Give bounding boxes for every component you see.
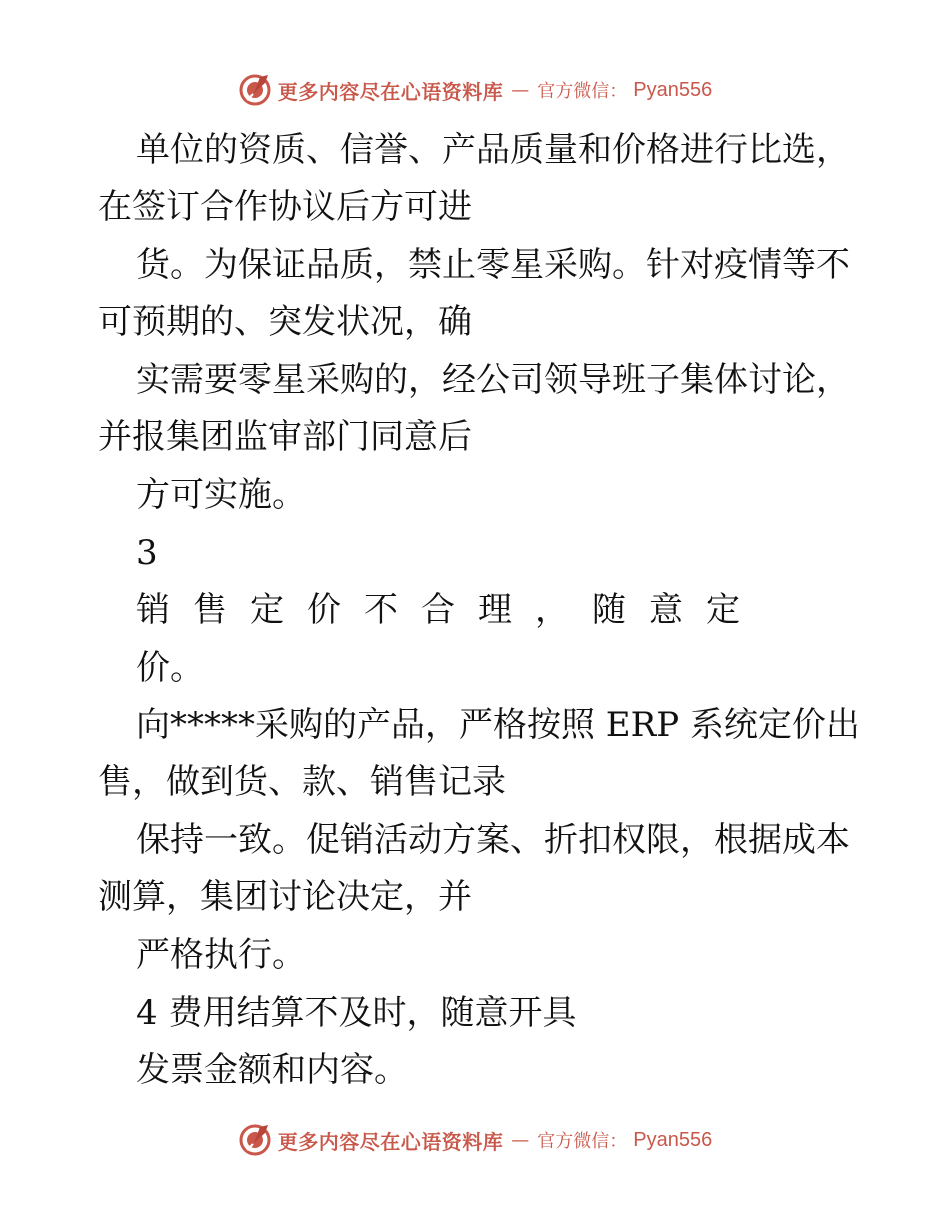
text-line: 方可实施。: [136, 475, 306, 515]
text-line: 售，做到货、款、销售记录: [98, 762, 506, 802]
promo-text: 更多内容尽在心语资料库: [277, 79, 504, 104]
text-line: 向*****采购的产品，严格按照 ERP 系统定价出: [136, 705, 860, 745]
quill-logo-icon: [238, 73, 272, 107]
wechat-label: 官方微信：: [537, 81, 628, 102]
wechat-id: Pyan556: [633, 78, 713, 101]
text-line: 可预期的、突发状况，确: [98, 302, 472, 342]
text-line: 货。为保证品质，禁止零星采购。针对疫情等不: [136, 245, 850, 285]
text-line: 在签订合作协议后方可进: [98, 187, 472, 227]
promo-text: 更多内容尽在心语资料库: [277, 1129, 504, 1154]
text-line: 严格执行。: [136, 935, 306, 975]
text-line: 并报集团监审部门同意后: [98, 417, 472, 457]
banner-dash: —: [511, 79, 530, 101]
quill-logo-icon: [238, 1123, 272, 1157]
text-line: 单位的资质、信誉、产品质量和价格进行比选，: [136, 130, 850, 170]
text-line: 价。: [136, 648, 204, 688]
text-line: 保持一致。促销活动方案、折扣权限，根据成本: [136, 820, 850, 860]
section-number: 3: [136, 533, 158, 573]
text-line: 测算，集团讨论决定，并: [98, 877, 472, 917]
text-line: 实需要零星采购的，经公司领导班子集体讨论，: [136, 360, 850, 400]
footer-watermark-banner: [0, 1120, 950, 1160]
section-heading: 销售定价不合理，随意定: [136, 590, 763, 630]
wechat-id: Pyan556: [633, 1128, 713, 1151]
wechat-label: 官方微信：: [537, 1131, 628, 1152]
header-watermark-banner: [0, 70, 950, 110]
text-line: 发票金额和内容。: [136, 1050, 408, 1090]
banner-dash: —: [511, 1129, 530, 1151]
section-heading: 4 费用结算不及时，随意开具: [136, 993, 577, 1033]
